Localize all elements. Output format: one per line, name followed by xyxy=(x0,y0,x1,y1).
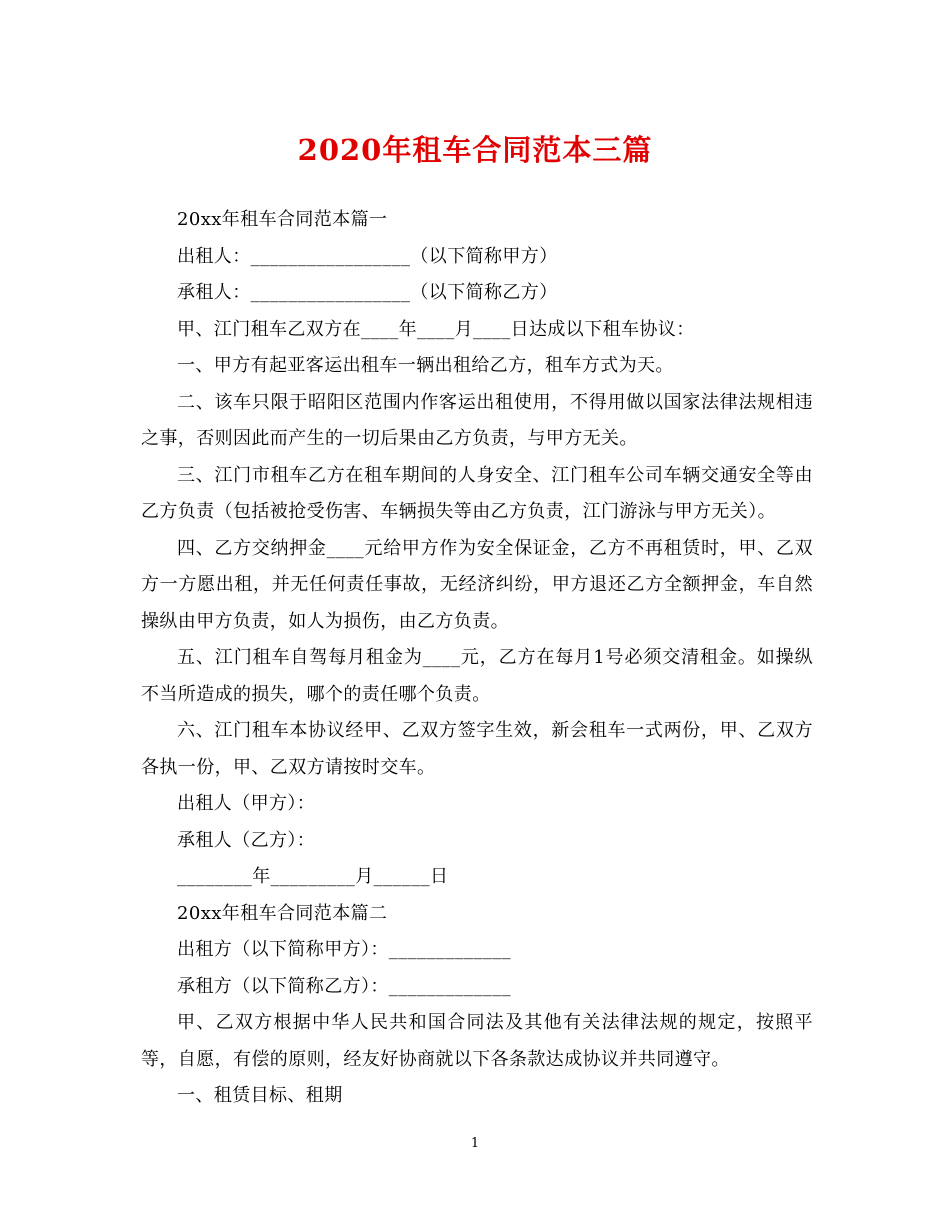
party-a-line: 出租方（以下简称甲方）：_____________ xyxy=(177,939,511,960)
clause-2: 二、该车只限于昭阳区范围内作客运出租使用，不得用做以国家法律法规相违之事，否则因此而产生的一切后果由乙方负责，与甲方无关。 xyxy=(141,391,813,449)
section-heading-2: 20xx年租车合同范本篇二 xyxy=(177,902,388,924)
lessor-line: 出租人：_________________（以下简称甲方） xyxy=(177,245,558,267)
section-heading-1: 20xx年租车合同范本篇一 xyxy=(177,209,388,230)
clause-1: 一、甲方有起亚客运出租车一辆出租给乙方，租车方式为天。 xyxy=(177,355,674,376)
subsection-heading: 一、租赁目标、租期 xyxy=(177,1085,343,1106)
lessor-signature-line: 出租人（甲方）： xyxy=(177,793,316,814)
clause-6: 六、江门租车本协议经甲、乙双方签字生效，新会租车一式两份，甲、乙双方各执一份，甲、乙双方请按时交车。 xyxy=(141,720,813,778)
lessee-signature-line: 承租人（乙方）： xyxy=(177,829,316,851)
clause-3: 三、江门市租车乙方在租车期间的人身安全、江门租车公司车辆交通安全等由乙方负责（包括被抢受伤害、车辆损失等由乙方负责，江门游泳与甲方无关）。 xyxy=(141,464,813,522)
document-body xyxy=(141,202,813,1115)
lessee-line: 承租人：_________________（以下简称乙方） xyxy=(177,282,558,303)
party-b-line: 承租方（以下简称乙方）：_____________ xyxy=(177,975,511,997)
agreement-date-line: 甲、江门租车乙双方在____年____月____日达成以下租车协议： xyxy=(177,318,695,340)
signature-date-line: ________年_________月______日 xyxy=(177,866,449,887)
clause-4: 四、乙方交纳押金____元给甲方作为安全保证金，乙方不再租赁时，甲、乙双方一方愿出租，并无任何责任事故，无经济纠纷，甲方退还乙方全额押金，车自然操纵由甲方负责，如人为损伤，由乙方负责。 xyxy=(141,537,813,632)
preamble-paragraph: 甲、乙双方根据中华人民共和国合同法及其他有关法律法规的规定，按照平等，自愿，有偿的原则，经友好协商就以下各条款达成协议并共同遵守。 xyxy=(141,1012,813,1070)
document-title: 2020年租车合同范本三篇 xyxy=(297,133,653,167)
clause-5: 五、江门租车自驾每月租金为____元，乙方在每月1号必须交清租金。如操纵不当所造成的损失，哪个的责任哪个负责。 xyxy=(141,647,813,705)
page-number: 1 xyxy=(470,1136,480,1151)
